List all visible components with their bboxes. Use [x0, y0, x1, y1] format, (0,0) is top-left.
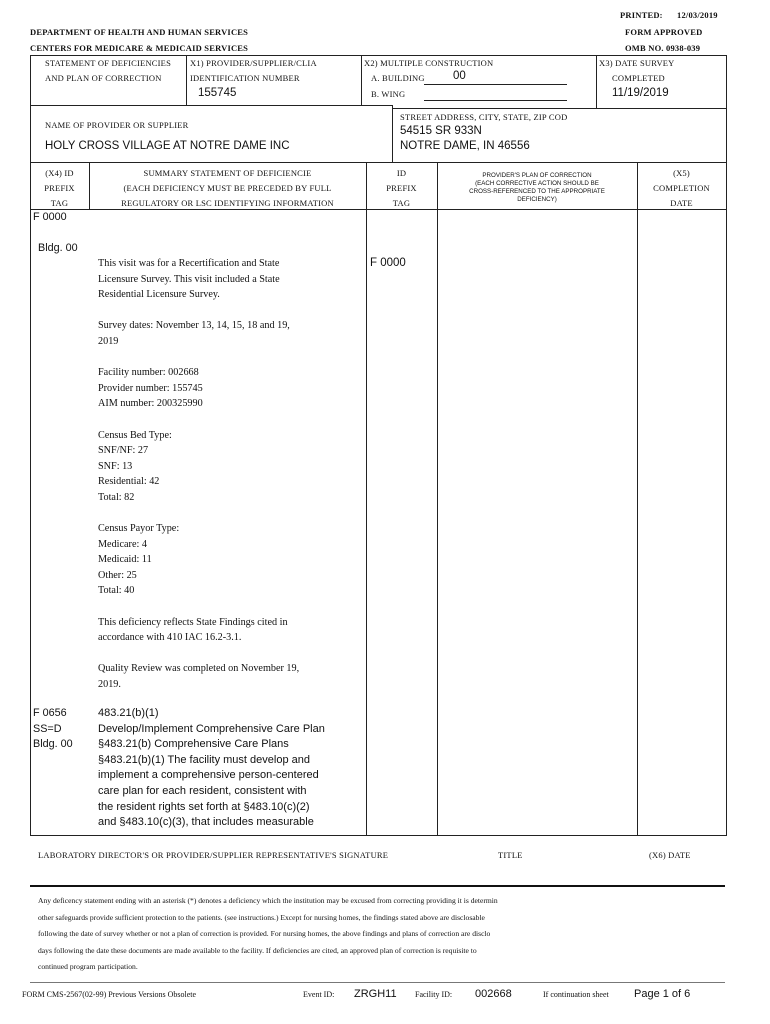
- event-id-label: Event ID:: [303, 990, 335, 999]
- multiple-construction-label: X2) MULTIPLE CONSTRUCTION: [364, 58, 494, 68]
- column-header-completion-date: (X5) COMPLETION DATE: [653, 168, 710, 208]
- wing-label: B. WING: [371, 89, 406, 99]
- date-survey-label: X3) DATE SURVEY: [599, 58, 675, 68]
- form-approved: FORM APPROVED: [625, 27, 703, 37]
- paragraph-survey-dates: Survey dates: November 13, 14, 15, 18 and 19, 2019: [98, 320, 290, 347]
- provider-name-label: NAME OF PROVIDER OR SUPPLIER: [45, 120, 189, 130]
- deficiency-tag-f0656: F 0656 SS=D Bldg. 00: [33, 707, 73, 751]
- printed-date: 12/03/2019: [677, 10, 718, 20]
- paragraph-state-findings: This deficiency reflects State Findings cited in accordance with 410 IAC 16.2-3.1.: [98, 616, 288, 644]
- page-number: Page 1 of 6: [634, 988, 691, 1000]
- survey-completed-date: 11/19/2019: [612, 87, 669, 99]
- facility-id-value: 002668: [475, 988, 512, 1000]
- building-label: A. BUILDING: [371, 73, 425, 83]
- signature-label: LABORATORY DIRECTOR'S OR PROVIDER/SUPPLIER REPRESENTATIVE'S SIGNATURE: [38, 850, 389, 860]
- id-tag-f0000: F 0000: [370, 257, 406, 269]
- provider-name: HOLY CROSS VILLAGE AT NOTRE DAME INC: [45, 140, 290, 152]
- centers-name: CENTERS FOR MEDICARE & MEDICAID SERVICES: [30, 43, 249, 53]
- address-label: STREET ADDRESS, CITY, STATE, ZIP COD: [400, 112, 568, 122]
- column-header-id-prefix: (X4) ID PREFIX TAG: [44, 168, 75, 208]
- provider-id-value: 155745: [198, 87, 237, 99]
- building-tag: Bldg. 00: [38, 242, 78, 254]
- printed-label: PRINTED:: [620, 10, 663, 20]
- deficiency-tag-f0000: F 0000: [33, 211, 67, 223]
- omb-number: OMB NO. 0938-039: [625, 43, 701, 53]
- event-id-value: ZRGH11: [354, 988, 397, 1000]
- continuation-label: If continuation sheet: [543, 990, 609, 999]
- column-header-id-prefix-2: ID PREFIX TAG: [386, 168, 417, 208]
- paragraph-census-payor: Census Payor Type: Medicare: 4 Medicaid: 11 Other: 25 Total: 40: [98, 523, 180, 597]
- x6-date-label: (X6) DATE: [649, 850, 691, 860]
- paragraph-quality-review: Quality Review was completed on November 19, 2019.: [98, 663, 300, 691]
- column-header-plan-of-correction: PROVIDER'S PLAN OF CORRECTION (EACH CORRECTIVE ACTION SHOULD BE CROSS-REFERENCED TO THE APPROPRIATE DEFICIENCY): [469, 172, 605, 203]
- statement-label-2: AND PLAN OF CORRECTION: [45, 73, 162, 83]
- summary-statement: [98, 256, 299, 708]
- statement-label-1: STATEMENT OF DEFICIENCIES: [45, 58, 172, 68]
- address-line-1: 54515 SR 933N: [400, 125, 482, 137]
- paragraph-facility-numbers: Facility number: 002668 Provider number: 155745 AIM number: 200325990: [98, 367, 203, 410]
- provider-id-label-2: IDENTIFICATION NUMBER: [190, 73, 300, 83]
- paragraph-census-bed: Census Bed Type: SNF/NF: 27 SNF: 13 Residential: 42 Total: 82: [98, 429, 172, 503]
- department-name: DEPARTMENT OF HEALTH AND HUMAN SERVICES: [30, 27, 249, 37]
- building-value: 00: [453, 70, 466, 82]
- form-number: FORM CMS-2567(02-99) Previous Versions Obsolete: [22, 990, 197, 999]
- facility-id-label: Facility ID:: [415, 990, 453, 999]
- paragraph-visit-type: This visit was for a Recertification and State Licensure Survey. This visit included a State Residential Licensure Survey.: [98, 258, 280, 301]
- provider-id-label-1: X1) PROVIDER/SUPPLIER/CLIA: [190, 58, 317, 68]
- cfr-text: 483.21(b)(1) Develop/Implement Comprehensive Care Plan §483.21(b) Comprehensive Care Plans §483.21(b)(1) The facility must develop and implement a comprehensive person-centered care plan for each resident, consistent with the resident rights set forth at §483.10(c)(2) and §483.10(c)(3), that includes measurable: [98, 707, 325, 829]
- column-header-summary: SUMMARY STATEMENT OF DEFICIENCIE (EACH DEFICIENCY MUST BE PRECEDED BY FULL REGULATORY OR LSC IDENTIFYING INFORMATION: [121, 168, 334, 208]
- completed-label: COMPLETED: [612, 73, 665, 83]
- title-label: TITLE: [498, 850, 523, 860]
- address-line-2: NOTRE DAME, IN 46556: [400, 140, 530, 152]
- disclaimer-text: Any deficency statement ending with an asterisk (*) denotes a deficiency which the institution may be excused from correcting providing it is determin other safeguards provide sufficient protection to the patients. (see instructions.) Except for nursing homes, the findings stated above are disclosable following the date of survey whether or not a plan of correction is provided. For nursing homes, the above findings and plans of correction are disclo days following the date these documents are made available to the facility. If deficiencies are cited, an approved plan of correction is requisite to continued program participation.: [38, 896, 498, 972]
